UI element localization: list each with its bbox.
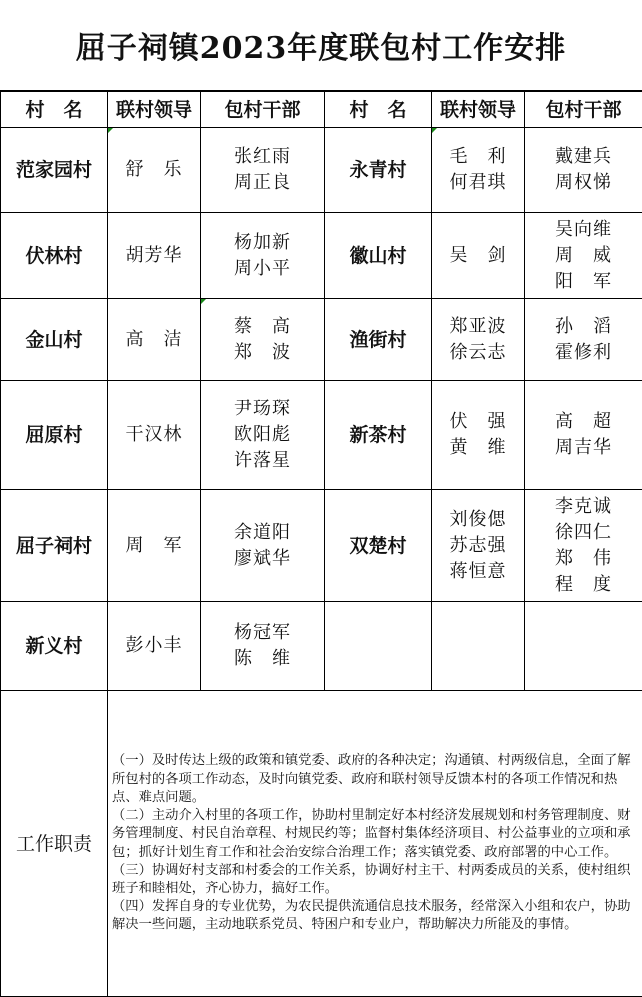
cadre-name: 程 度: [555, 573, 612, 595]
liaison-leader-cell: [432, 213, 525, 299]
village-cadres-cell: [525, 299, 642, 381]
village-name: 渔街村: [325, 299, 432, 381]
cadre-name: 周吉华: [555, 437, 612, 458]
cadre-name: 周 威: [555, 244, 612, 266]
leader-name: 伏 强: [449, 411, 507, 432]
cadre-name: 陈 维: [234, 648, 291, 669]
cadre-name: 霍修利: [555, 341, 612, 363]
cadre-name: 周小平: [234, 257, 291, 279]
leader-name: 黄 维: [449, 437, 507, 458]
village-cadres-cell: [525, 490, 642, 602]
liaison-leader-cell: [108, 602, 201, 691]
arrangement-table: [0, 91, 642, 997]
village-cadres-cell: [525, 602, 642, 691]
village-name: 范家园村: [1, 128, 108, 213]
leader-name: 胡芳华: [125, 244, 183, 266]
cadre-name: 尹玚琛: [234, 398, 291, 419]
village-name: 徽山村: [325, 213, 432, 299]
duty-paragraph: （二）主动介入村里的各项工作，协助村里制定好本村经济发展规划和村务管理制度、财务管理制度、村民自治章程、村规民约等；监督村集体经济项目、村公益事业的立项和承包；抓好计划生育工作和社会治安综合治理工作；落实镇党委、政府部署的中心工作。: [112, 808, 631, 860]
village-cadres-cell: [201, 602, 325, 691]
leader-name: 彭小丰: [125, 635, 183, 656]
village-row: [1, 490, 642, 602]
liaison-leader-cell: [108, 490, 201, 602]
duty-paragraph: （一）及时传达上级的政策和镇党委、政府的各种决定；沟通镇、村两级信息，全面了解所包村的各项工作动态，及时向镇党委、政府和联村领导反馈本村的各项工作情况和热点、难点问题。: [112, 753, 631, 805]
cadre-name: 阳 军: [555, 270, 612, 292]
liaison-leader-cell: [432, 128, 525, 213]
cadre-name: 廖斌华: [234, 547, 291, 569]
duty-paragraph: （三）协调好村支部和村委会的工作关系，协调好村主干、村两委成员的关系，使村组织班子和睦相处，齐心协力，搞好工作。: [112, 862, 631, 896]
village-cadres-cell: [201, 213, 325, 299]
leader-name: 干汉林: [125, 424, 183, 445]
village-name: 新茶村: [325, 381, 432, 490]
leader-name: 何君琪: [449, 172, 507, 193]
village-row: [1, 602, 642, 691]
cadre-name: 周权悌: [555, 172, 612, 193]
liaison-leader-cell: [432, 602, 525, 691]
village-cadres-cell: [525, 213, 642, 299]
cadre-name: 高 超: [555, 411, 612, 432]
leader-name: 徐云志: [449, 341, 507, 363]
header-leader: 联村领导: [432, 92, 525, 128]
header-leader: 联村领导: [108, 92, 201, 128]
leader-name: 苏志强: [449, 534, 507, 556]
village-name: 双楚村: [325, 490, 432, 602]
leader-name: 刘俊偲: [449, 508, 507, 530]
liaison-leader-cell: [108, 381, 201, 490]
duties-row: [1, 691, 642, 997]
cadre-name: 欧阳彪: [234, 424, 291, 445]
village-name: 金山村: [1, 299, 108, 381]
cadre-name: 郑 波: [234, 341, 291, 363]
village-cadres-cell: [201, 381, 325, 490]
leader-name: 吴 剑: [449, 244, 507, 266]
duties-text: [108, 691, 642, 997]
cadre-name: 戴建兵: [555, 146, 612, 167]
village-cadres-cell: [201, 490, 325, 602]
liaison-leader-cell: [108, 299, 201, 381]
cadre-name: 余道阳: [234, 521, 291, 543]
leader-name: 毛 利: [449, 146, 507, 167]
header-village: 村 名: [325, 92, 432, 128]
header-village: 村 名: [1, 92, 108, 128]
liaison-leader-cell: [108, 128, 201, 213]
village-row: [1, 213, 642, 299]
village-cadres-cell: [201, 128, 325, 213]
leader-name: 蒋恒意: [449, 560, 507, 582]
village-name: 伏林村: [1, 213, 108, 299]
village-name: 屈原村: [1, 381, 108, 490]
cadre-name: 徐四仁: [555, 521, 612, 543]
village-row: [1, 299, 642, 381]
village-name: 屈子祠村: [1, 490, 108, 602]
village-name: 新义村: [1, 602, 108, 691]
cadre-name: 蔡 高: [234, 315, 291, 337]
village-cadres-cell: [525, 381, 642, 490]
duty-paragraph: （四）发挥自身的专业优势，为农民提供流通信息技术服务，经常深入小组和农户，协助解决一些问题，主动地联系党员、特困户和专业户，帮助解决力所能及的事情。: [112, 899, 631, 933]
village-name: 永青村: [325, 128, 432, 213]
page-title: 屈子祠镇2023年度联包村工作安排: [0, 0, 642, 91]
liaison-leader-cell: [432, 299, 525, 381]
cadre-name: 吴向维: [555, 218, 612, 240]
leader-name: 周 军: [125, 534, 183, 556]
header-cadres: 包村干部: [525, 92, 642, 128]
cadre-name: 李克诚: [555, 495, 612, 517]
village-cadres-cell: [201, 299, 325, 381]
cadre-name: 许落星: [234, 450, 291, 471]
cadre-name: 孙 滔: [555, 315, 612, 337]
liaison-leader-cell: [432, 490, 525, 602]
village-cadres-cell: [525, 128, 642, 213]
cadre-name: 杨加新: [234, 231, 291, 253]
header-cadres: 包村干部: [201, 92, 325, 128]
liaison-leader-cell: [432, 381, 525, 490]
header-row: [1, 92, 642, 128]
cadre-name: 郑 伟: [555, 547, 612, 569]
cadre-name: 张红雨: [234, 146, 291, 167]
leader-name: 郑亚波: [449, 315, 507, 337]
village-name: [325, 602, 432, 691]
village-row: [1, 128, 642, 213]
cadre-name: 杨冠军: [234, 622, 291, 643]
leader-name: 高 洁: [125, 328, 183, 350]
village-row: [1, 381, 642, 490]
liaison-leader-cell: [108, 213, 201, 299]
leader-name: 舒 乐: [125, 159, 183, 180]
duties-label: 工作职责: [1, 691, 108, 997]
cadre-name: 周正良: [234, 172, 291, 193]
